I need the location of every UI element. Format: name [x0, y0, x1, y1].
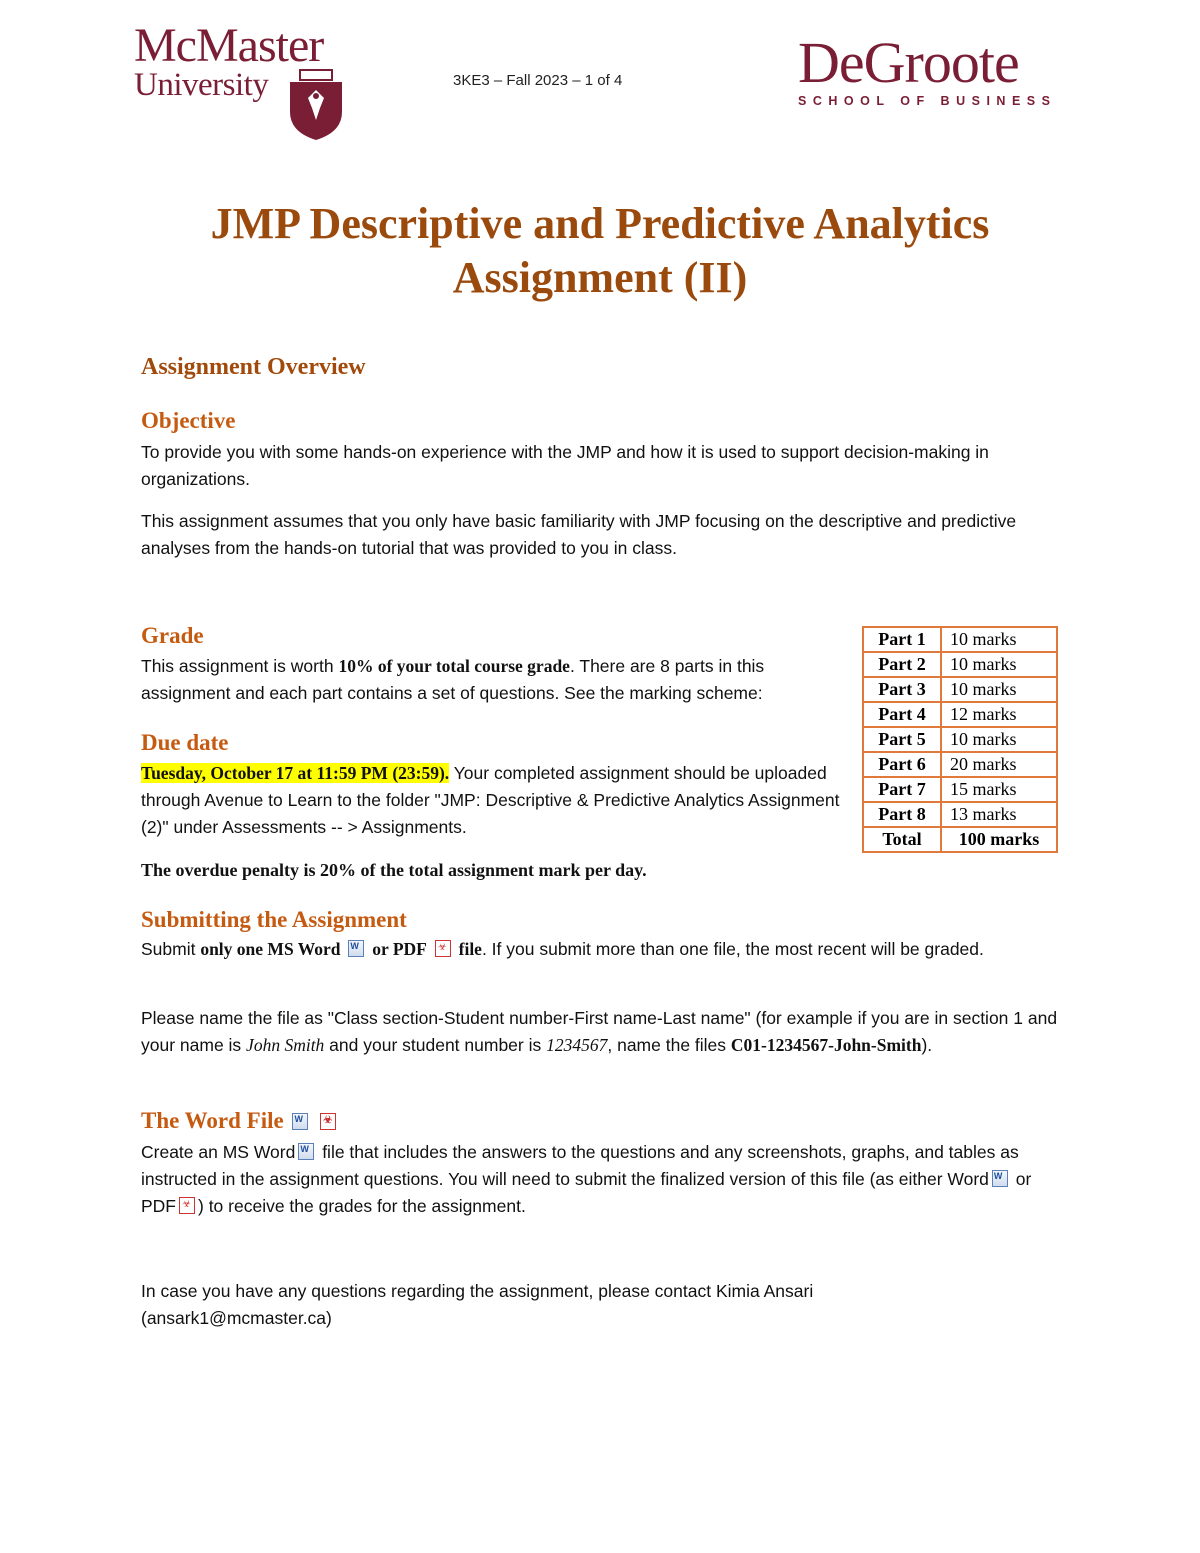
naming-example-name: John Smith [246, 1035, 325, 1055]
marking-marks-cell: 10 marks [941, 627, 1057, 652]
marking-part-cell: Part 1 [863, 627, 941, 652]
pdf-icon [320, 1113, 336, 1130]
submitting-paragraph-2 [141, 1005, 1066, 1059]
grade-text-after: . There are 8 parts in this assignment and each part contains a set of questions. See the marking scheme: [141, 656, 765, 703]
due-date-highlight: Tuesday, October 17 at 11:59 PM (23:59). [141, 763, 450, 783]
marking-row [863, 752, 1057, 777]
word-icon [298, 1143, 314, 1160]
word-icon [292, 1113, 308, 1130]
mcmaster-university-text: University [134, 67, 269, 103]
document-title [0, 197, 1200, 305]
word-file-heading-text: The Word File [141, 1108, 284, 1133]
marking-part-cell: Part 4 [863, 702, 941, 727]
page-reference: 3KE3 – Fall 2023 – 1 of 4 [453, 72, 623, 89]
word-file-paragraph [141, 1139, 1071, 1220]
naming-text-d: ). [921, 1035, 933, 1055]
due-date-text: Your completed assignment should be uploaded through Avenue to Learn to the folder "JMP: Descriptive & Predictive Analytics Assignment (2)" under Assessments -- > Assignments. [141, 763, 840, 837]
marking-row [863, 677, 1057, 702]
degroote-subtitle: SCHOOL OF BUSINESS [798, 94, 1057, 108]
objective-paragraph-1: To provide you with some hands-on experience with the JMP and how it is used to support decision-making in organizations. [141, 442, 989, 489]
marking-row [863, 727, 1057, 752]
marking-marks-cell: 20 marks [941, 752, 1057, 777]
marking-part-cell: Part 8 [863, 802, 941, 827]
objective-heading: Objective [141, 408, 236, 433]
naming-text-c: , name the files [607, 1035, 731, 1055]
marking-total-row [863, 827, 1057, 852]
mcmaster-wordmark: McMaster [134, 19, 324, 72]
mcmaster-crest-icon [286, 68, 346, 142]
marking-row [863, 627, 1057, 652]
due-date-paragraph [141, 760, 851, 841]
marking-marks-cell: 12 marks [941, 702, 1057, 727]
naming-example-file: C01-1234567-John-Smith [730, 1035, 922, 1055]
submit-text-d: file [458, 939, 482, 959]
naming-example-number: 1234567 [546, 1035, 608, 1055]
word-icon [348, 940, 364, 957]
marking-scheme-table [862, 626, 1058, 853]
objective-paragraph-2: This assignment assumes that you only have basic familiarity with JMP focusing on the descriptive and predictive analyses from the hands-on tutorial that was provided to you in class. [141, 511, 1017, 558]
grade-paragraph [141, 653, 846, 707]
marking-part-cell: Part 3 [863, 677, 941, 702]
grade-text-bold: 10% of your total course grade [338, 656, 570, 676]
mcmaster-logo [134, 19, 364, 142]
word-file-text-b: file that includes the answers to the questions and any screenshots, graphs, and tables as instructed in the assignment questions. You will need to submit the finalized version of this file (as either Word [141, 1142, 1019, 1189]
submitting-heading: Submitting the Assignment [141, 907, 407, 932]
marking-part-cell: Part 5 [863, 727, 941, 752]
degroote-wordmark: DeGroote [798, 30, 1019, 95]
pdf-icon [179, 1197, 195, 1214]
marking-marks-cell: 10 marks [941, 727, 1057, 752]
pdf-icon [435, 940, 451, 957]
submit-text-a: Submit [141, 939, 201, 959]
grade-heading: Grade [141, 623, 204, 648]
marking-marks-cell: 13 marks [941, 802, 1057, 827]
marking-row [863, 777, 1057, 802]
submit-text-b: only one MS Word [200, 939, 341, 959]
due-date-heading: Due date [141, 730, 229, 755]
word-file-text-c: or PDF [141, 1169, 1032, 1216]
submit-text-c: or PDF [372, 939, 427, 959]
title-line-2: Assignment (II) [452, 253, 748, 302]
submitting-paragraph-1 [141, 936, 1071, 963]
marking-part-cell: Part 7 [863, 777, 941, 802]
marking-part-cell: Part 6 [863, 752, 941, 777]
submit-text-e: . If you submit more than one file, the most recent will be graded. [481, 939, 984, 959]
marking-marks-cell: 100 marks [941, 827, 1057, 852]
word-file-text-a: Create an MS Word [141, 1142, 296, 1162]
marking-marks-cell: 15 marks [941, 777, 1057, 802]
marking-row [863, 702, 1057, 727]
title-line-1: JMP Descriptive and Predictive Analytics [210, 199, 990, 248]
overdue-penalty: The overdue penalty is 20% of the total assignment mark per day. [141, 860, 647, 880]
grade-text-before: This assignment is worth [141, 656, 339, 676]
contact-paragraph: In case you have any questions regarding the assignment, please contact Kimia Ansari (ansark1@mcmaster.ca) [141, 1281, 814, 1328]
marking-part-cell: Total [863, 827, 941, 852]
marking-row [863, 802, 1057, 827]
marking-marks-cell: 10 marks [941, 652, 1057, 677]
word-file-text-d: ) to receive the grades for the assignment. [198, 1196, 526, 1216]
naming-text-b: and your student number is [324, 1035, 547, 1055]
overview-heading: Assignment Overview [141, 354, 366, 380]
degroote-logo [798, 30, 1088, 122]
naming-text-a: Please name the file as "Class section-Student number-First name-Last name" (for example if you are in section 1 and your name is [141, 1008, 1058, 1055]
marking-part-cell: Part 2 [863, 652, 941, 677]
marking-row [863, 652, 1057, 677]
word-icon [992, 1170, 1008, 1187]
marking-marks-cell: 10 marks [941, 677, 1057, 702]
word-file-heading [141, 1107, 339, 1135]
